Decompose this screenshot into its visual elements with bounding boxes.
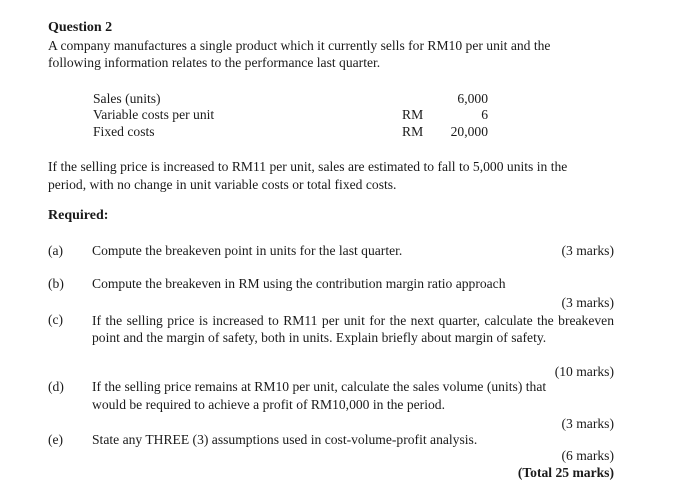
part-a-letter: (a) [48, 243, 64, 258]
part-a-marks: (3 marks) [561, 243, 614, 258]
part-e-marks: (6 marks) [561, 448, 614, 463]
question-heading: Question 2 [48, 20, 113, 35]
row-value-fixed-costs: 20,000 [450, 124, 488, 139]
part-c-text: If the selling price is increased to RM11 per unit for the next quarter, calculate the breakeven point and the margin of safety, both in units. Explain briefly about margin of safety. [92, 313, 614, 345]
part-b-text: Compute the breakeven in RM using the contribution margin ratio approach [92, 276, 506, 291]
total-marks: (Total 25 marks) [517, 465, 614, 480]
row-label-fixed-costs: Fixed costs [93, 124, 155, 139]
scenario-line-1: If the selling price is increased to RM11 per unit, sales are estimated to fall to 5,000 units in the [48, 159, 568, 174]
part-e-text: State any THREE (3) assumptions used in cost-volume-profit analysis. [92, 432, 478, 447]
part-b-marks: (3 marks) [561, 295, 614, 310]
part-d-marks: (3 marks) [561, 416, 614, 431]
row-label-sales: Sales (units) [93, 91, 161, 106]
part-b-letter: (b) [48, 276, 64, 291]
row-value-sales: 6,000 [457, 91, 488, 106]
part-c-marks: (10 marks) [554, 364, 614, 379]
intro-line-2: following information relates to the performance last quarter. [48, 55, 381, 70]
part-d-text-line-2: would be required to achieve a profit of RM10,000 in the period. [92, 397, 445, 412]
row-value-variable-costs: 6 [481, 107, 488, 122]
part-d-letter: (d) [48, 379, 64, 394]
part-a-text: Compute the breakeven point in units for the last quarter. [92, 243, 403, 258]
required-label: Required: [48, 208, 109, 223]
row-label-variable-costs: Variable costs per unit [93, 107, 215, 122]
part-d-text-line-1: If the selling price remains at RM10 per unit, calculate the sales volume (units) that [92, 379, 547, 394]
row-unit-variable-costs: RM [402, 107, 424, 122]
scenario-line-2: period, with no change in unit variable costs or total fixed costs. [48, 177, 397, 192]
part-c-letter: (c) [48, 312, 64, 327]
row-unit-fixed-costs: RM [402, 124, 424, 139]
intro-line-1: A company manufactures a single product which it currently sells for RM10 per unit and the [48, 38, 551, 53]
part-e-letter: (e) [48, 432, 64, 447]
